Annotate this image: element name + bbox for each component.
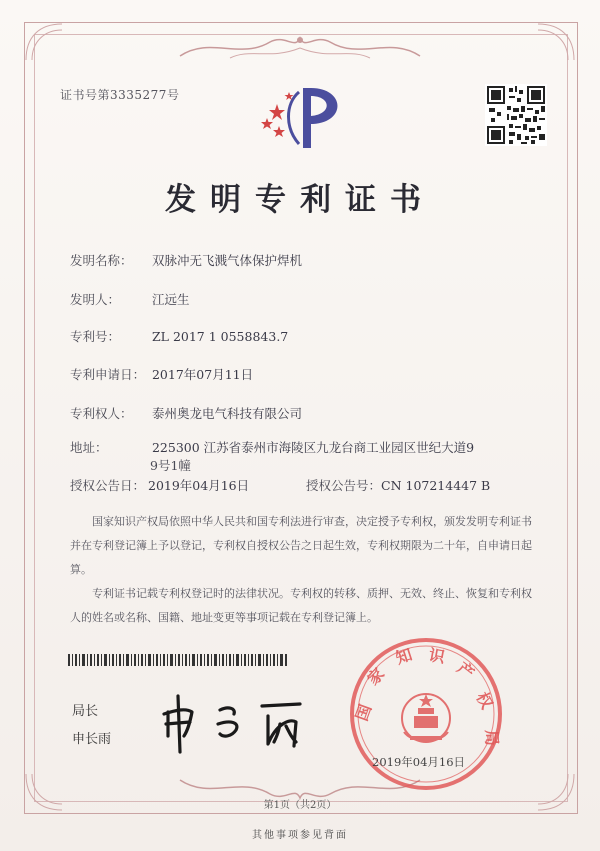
value-patentee: 泰州奥龙电气科技有限公司	[151, 406, 302, 421]
certificate-title: 发明专利证书	[165, 182, 435, 218]
field-address	[70, 438, 474, 456]
field-grant-number	[306, 476, 490, 494]
page-number: 第1页（共2页）	[263, 800, 337, 811]
label-patent-number: 专利号：	[70, 329, 121, 344]
value-patent-number: ZL 2017 1 0558843.7	[151, 329, 289, 344]
field-patent-number	[70, 327, 288, 345]
director-signature	[150, 684, 350, 764]
svg-text:知: 知	[393, 644, 415, 668]
label-grant-number: 授权公告号：	[306, 478, 382, 493]
certificate-number: 证书号第3335277号	[60, 88, 180, 102]
value-address-line2: 9号1幢	[150, 458, 191, 473]
svg-text:家: 家	[363, 664, 389, 689]
corner-ornament-top-right	[536, 22, 576, 62]
field-grant-date	[70, 476, 249, 494]
signer-name: 申长雨	[72, 732, 112, 747]
value-grant-number: CN 107214447 B	[381, 478, 491, 493]
svg-text:国: 国	[351, 701, 376, 724]
label-filing-date: 专利申请日：	[70, 367, 146, 382]
value-invention-name: 双脉冲无飞溅气体保护焊机	[151, 253, 302, 268]
field-invention-name	[70, 251, 302, 269]
field-inventor	[70, 290, 190, 308]
footer-note: 其他事项参见背面	[252, 830, 348, 841]
qr-code	[485, 84, 547, 146]
label-grant-date: 授权公告日：	[70, 478, 146, 493]
label-patentee: 专利权人：	[70, 406, 133, 421]
top-ornament	[170, 30, 430, 66]
svg-text:产: 产	[453, 658, 478, 684]
value-filing-date: 2017年07月11日	[151, 367, 254, 382]
svg-text:权: 权	[472, 688, 497, 713]
label-invention-name: 发明名称：	[70, 253, 133, 268]
label-inventor: 发明人：	[70, 292, 121, 307]
svg-text:局: 局	[482, 729, 502, 747]
field-patentee	[70, 404, 302, 422]
value-inventor: 江远生	[151, 292, 190, 307]
value-grant-date: 2019年04月16日	[148, 478, 250, 493]
svg-text:识: 识	[427, 645, 447, 667]
barcode	[68, 654, 288, 666]
paragraph-grant-statement: 国家知识产权局依照中华人民共和国专利法进行审查，决定授予专利权，颁发发明专利证书并在专利登记簿上予以登记，专利权自授权公告之日起生效，专利权期限为二十年，自申请日起算。	[70, 515, 532, 576]
patent-office-logo	[255, 84, 351, 150]
field-filing-date	[70, 365, 253, 383]
paragraph-legal-status: 专利证书记载专利权登记时的法律状况。专利权的转移、质押、无效、终止、恢复和专利权人的姓名或名称、国籍、地址变更等事项记载在专利登记簿上。	[70, 587, 532, 624]
corner-ornament-top-left	[24, 22, 64, 62]
value-address-line1: 225300 江苏省泰州市海陵区九龙台商工业园区世纪大道9	[151, 440, 475, 455]
seal-date: 2019年04月16日	[372, 755, 466, 769]
label-address: 地址：	[70, 440, 108, 455]
signer-title: 局长	[72, 704, 99, 719]
